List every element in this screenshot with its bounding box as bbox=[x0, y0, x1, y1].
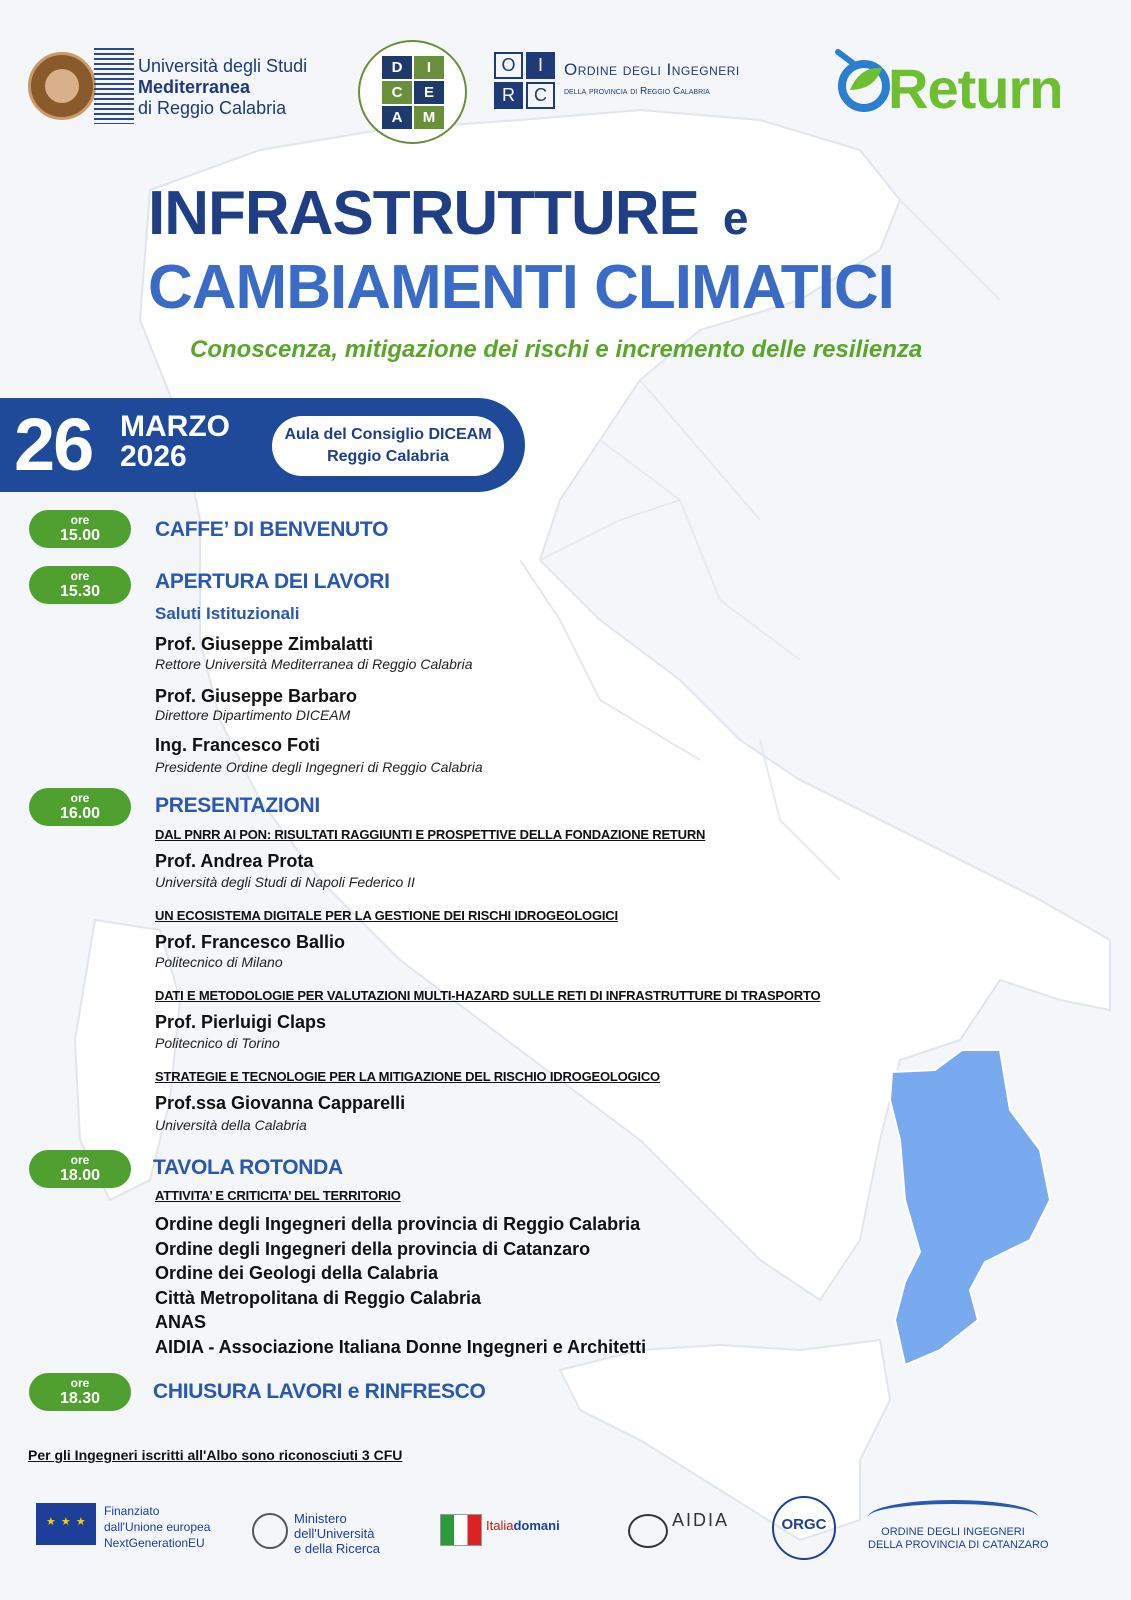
return-logo bbox=[830, 40, 1080, 130]
diceam-letter: D bbox=[382, 56, 412, 79]
title-connector: e bbox=[722, 192, 748, 244]
time-pill: ore 16.00 bbox=[29, 788, 131, 826]
date-venue-banner bbox=[0, 398, 525, 492]
republic-emblem-icon bbox=[252, 1513, 288, 1549]
eu-flag-icon bbox=[36, 1503, 96, 1545]
participant-org: Ordine dei Geologi della Calabria bbox=[155, 1263, 439, 1283]
calabria-region-highlight bbox=[890, 1050, 1050, 1365]
return-brand-text: Return bbox=[888, 57, 1063, 120]
diceam-letter: I bbox=[414, 56, 444, 79]
speaker-name: Ing. Francesco Foti bbox=[155, 735, 321, 755]
diceam-letter: A bbox=[382, 106, 412, 129]
section-title: CHIUSURA LAVORI e RINFRESCO bbox=[153, 1380, 486, 1403]
speaker-role: Rettore Università Mediterranea di Reggio Calabria bbox=[155, 656, 473, 672]
diceam-letter: M bbox=[414, 106, 444, 129]
ordine-title: Ordine degli Ingegneri bbox=[564, 60, 740, 79]
speaker-affiliation: Università della Calabria bbox=[155, 1117, 307, 1133]
ordine-subtitle: della provincia di Reggio Calabria bbox=[564, 86, 710, 97]
section-title: APERTURA DEI LAVORI bbox=[155, 570, 390, 593]
section-subheading: Saluti Istituzionali bbox=[155, 604, 300, 623]
event-title-line1: INFRASTRUTTURE e bbox=[148, 179, 748, 248]
talk-topic: ATTIVITA’ E CRITICITA’ DEL TERRITORIO bbox=[155, 1188, 401, 1203]
event-month-year: MARZO 2026 bbox=[120, 410, 230, 473]
ordine-ingegneri-cz-logo: ORDINE DEGLI INGEGNERI DELLA PROVINCIA DI CATANZARO bbox=[868, 1500, 1038, 1556]
cfu-note: Per gli Ingegneri iscritti all'Albo sono riconosciuti 3 CFU bbox=[28, 1447, 403, 1463]
university-logo bbox=[28, 44, 338, 134]
talk-topic: UN ECOSISTEMA DIGITALE PER LA GESTIONE DEI RISCHI IDROGEOLOGICI bbox=[155, 908, 618, 923]
speaker-name: Prof. Andrea Prota bbox=[155, 851, 314, 871]
speaker-name: Prof. Giuseppe Zimbalatti bbox=[155, 634, 374, 654]
talk-topic: DATI E METODOLOGIE PER VALUTAZIONI MULTI-HAZARD SULLE RETI DI INFRASTRUTTURE DI TRASPORTO bbox=[155, 988, 821, 1003]
university-name: Università degli Studi Mediterranea di Reggio Calabria bbox=[138, 56, 308, 118]
speaker-name: Prof. Pierluigi Claps bbox=[155, 1012, 327, 1032]
time-pill: ore 18.30 bbox=[29, 1373, 131, 1411]
ordine-ingegneri-rc-logo bbox=[494, 52, 794, 112]
time-pill: ore 18.00 bbox=[29, 1150, 131, 1188]
event-subtitle: Conoscenza, mitigazione dei rischi e incremento delle resilienza bbox=[190, 336, 923, 363]
ordine-geologi-logo: ORGC bbox=[772, 1496, 836, 1560]
speaker-name: Prof.ssa Giovanna Capparelli bbox=[155, 1093, 406, 1113]
speaker-name: Prof. Giuseppe Barbaro bbox=[155, 686, 358, 706]
speaker-role: Direttore Dipartimento DICEAM bbox=[155, 707, 351, 723]
event-day: 26 bbox=[14, 403, 93, 486]
section-title: TAVOLA ROTONDA bbox=[153, 1156, 343, 1179]
venue-badge: Aula del Consiglio DICEAM Reggio Calabria bbox=[272, 416, 504, 476]
section-title: CAFFE’ DI BENVENUTO bbox=[155, 518, 389, 541]
event-title-line2: CAMBIAMENTI CLIMATICI bbox=[148, 253, 894, 322]
time-pill: ore 15.00 bbox=[29, 510, 131, 548]
participant-org: ANAS bbox=[155, 1312, 207, 1332]
speaker-role: Presidente Ordine degli Ingegneri di Reggio Calabria bbox=[155, 759, 483, 775]
speaker-name: Prof. Francesco Ballio bbox=[155, 932, 346, 952]
diceam-letter: C bbox=[382, 81, 412, 104]
oirc-letter: O bbox=[494, 52, 523, 79]
speaker-affiliation: Università degli Studi di Napoli Federico II bbox=[155, 874, 415, 890]
diceam-logo bbox=[358, 40, 467, 144]
participant-org: AIDIA - Associazione Italiana Donne Ingegneri e Architetti bbox=[155, 1336, 647, 1357]
lion-emblem-icon bbox=[28, 52, 96, 120]
section-title: PRESENTAZIONI bbox=[155, 794, 320, 817]
speaker-affiliation: Politecnico di Milano bbox=[155, 954, 283, 970]
oirc-letter: C bbox=[526, 82, 555, 109]
oirc-letter: R bbox=[494, 82, 523, 109]
round-table-participants bbox=[155, 1212, 646, 1359]
italian-flag-icon bbox=[440, 1514, 482, 1546]
aidia-emblem-icon bbox=[628, 1514, 668, 1548]
speaker-affiliation: Politecnico di Torino bbox=[155, 1035, 280, 1051]
waves-emblem-icon bbox=[94, 48, 134, 124]
participant-org: Ordine degli Ingegneri della provincia di Catanzaro bbox=[155, 1238, 591, 1259]
participant-org: Città Metropolitana di Reggio Calabria bbox=[155, 1287, 482, 1308]
oirc-letter: I bbox=[526, 52, 555, 79]
diceam-letter: E bbox=[414, 81, 444, 104]
time-pill: ore 15.30 bbox=[29, 566, 131, 604]
talk-topic: DAL PNRR AI PON: RISULTATI RAGGIUNTI E PROSPETTIVE DELLA FONDAZIONE RETURN bbox=[155, 827, 706, 842]
talk-topic: STRATEGIE E TECNOLOGIE PER LA MITIGAZIONE DEL RISCHIO IDROGEOLOGICO bbox=[155, 1069, 660, 1084]
participant-org: Ordine degli Ingegneri della provincia di Reggio Calabria bbox=[155, 1214, 641, 1234]
